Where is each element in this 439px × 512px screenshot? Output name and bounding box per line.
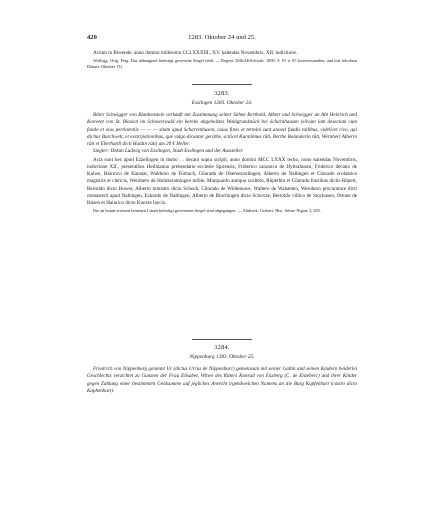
page-header (87, 34, 357, 46)
document-number: 3283. (214, 90, 230, 97)
previous-source-note: Wolfegg. Orig. Perg. Das abhangend befestigt gewesene Siegel fehlt. — Regest: DillsAKSchwab. 1890, S. 91 n. 95 (misverstanden, und mit falschem Datum: Oktober 13). (87, 58, 357, 70)
running-title: 1283. Oktober 24 und 25. (188, 34, 256, 41)
section-divider (192, 339, 252, 340)
document-sealer: Siegler: Dekan Ludwig von Esslingen, Stadt Esslingen und der Aussteller. (93, 148, 244, 155)
document-place-date: Nippenburg 1283. Oktober 25. (189, 354, 255, 360)
document-summary: Bitter Schwigger von Blankenstein verkauft mit Zustimmung seiner Söhne Berthold, Albert und Schwigger an Abt Heinrich und Konvent von St. Blasien im Schwarzwald ein bereits abgeholztes Waldgrundstück bei Scharnhausen (silvam iam desectam cum fundo et eius pertinentiis — — — sitam apud Scharrenhusen, cuius fines et termini sunt anoezi fundis tallibus, videlicet rivo, qui dicitur Burchwelt, et exstirpationibus, que vulgo dicuntur geräthe, scilicet Kurstinnus rûti, Berthe Bolanderin rûti, Wernheri Alberin rûti et Eberhardi dicti Haidin rûti) um 20 € Heller. (87, 112, 357, 147)
document-source-note: Die an braun-weissen leinenen Litzen befestigt gewesenen Siegel sind abgegangen. — Abdruck: Gerbert, Hist. Silvae Nigrae 3, 205. (93, 208, 321, 214)
document-summary: Friedrich von Nippenburg genannt Ur (dictus Urrus de Nippenburc) gemeinsam mit seiner Gattin und seinen Kindern beiderlei Geschlechts verzichtet zu Gunsten der Frau Elisabet, Witwe des Ritters Konrad von Enzberg (C. de Enzeberc) und ihrer Kinder gegen Zahlung einer bestimmten Geldsumme auf jegliches Anrecht irgendwelchen Namens an die Burg Kapfenhart (castro dicto Kaphenhart). (87, 366, 357, 394)
page-number: 420 (87, 34, 97, 41)
previous-dating-clause: Actum in Biwende, anno domini millesimo CCLXXXIII., XV. kalendas Novembris, XII. indictione. (93, 50, 298, 56)
document-3283 (87, 90, 357, 214)
previous-document-tail (87, 50, 357, 71)
document-body-text: Acta sunt hec apud Ezzelingen in domo . . decani supra scripti, anno domini MCC LXXX tertio, nono kalendas Novembris, indictione XII., presentibus Heilmanno prebendarie ecclesie Spirensis, Friderico canonico de Hyltrahusen, Friderico decano de Kalwe, Heinrico de Kanstat, Walthero de Fürbach, Cûnrado de Obernezzelingen, Alberto de Nallingen et Cûnrado scolastico magistris et clericis, Wernhero de Hohtzeramingen milite, Marquardo antiquo sculteto, Rûperhto et Cûnrado fratribus dictis Rôpert, Bertoldo dicto Hower, Alberto ministro dicto Schoch, Cûnrado de Wildenowe, Waltero de Walsteten, Wernhero procuratore dicti monasterii apud Nallingen, Eckardo de Nallingen, Alberto de Blochingen dicto Schuxze, Bertoldo villico de Stochusen, Ottone de Husen et Hainrico dicto Kunrze laycis. (87, 156, 357, 206)
document-number: 3284. (214, 344, 230, 351)
document-3284 (87, 344, 357, 395)
section-divider (192, 84, 252, 85)
document-place-date: Esslingen 1283. Oktober 24. (191, 100, 253, 106)
